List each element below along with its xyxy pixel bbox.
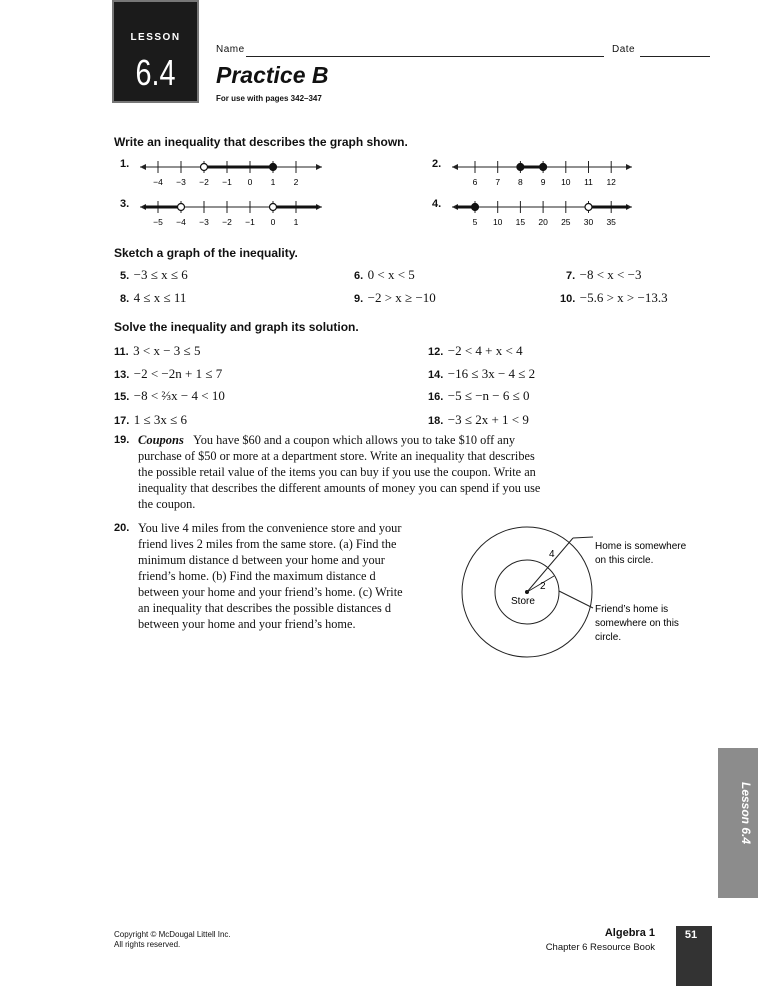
tick-label-1-3: −1 bbox=[222, 177, 232, 187]
tick-label-1-4: 0 bbox=[247, 177, 253, 187]
tick-label-2-5: 11 bbox=[584, 177, 593, 187]
tick-label-1-1: −3 bbox=[176, 177, 186, 187]
axis-arrow-left-1 bbox=[140, 164, 146, 170]
problem-10: 10. −5.6 > x > −13.3 bbox=[560, 290, 668, 305]
problem-7: 7. −8 < x < −3 bbox=[566, 267, 642, 282]
friend-note-line3: circle. bbox=[595, 632, 622, 643]
home-note-line2: on this circle. bbox=[595, 555, 654, 566]
tick-label-4-5: 30 bbox=[583, 217, 594, 227]
section1-heading: Write an inequality that describes the graph shown. bbox=[114, 135, 408, 149]
problem-4-number: 4. bbox=[432, 198, 442, 210]
problem-19-text: Coupons You have $60 and a coupon which allows you to take $10 off any purchase of $50 or more at a department store. Write an inequality that describes the possible retail value of the items you can buy if you use the coupon. Write an inequality that describes the different amounts of money you can spend if you use the coupon. bbox=[138, 433, 541, 511]
tick-label-4-1: 10 bbox=[492, 217, 503, 227]
problem-15: 15. −8 < ⅔x − 4 < 10 bbox=[114, 388, 225, 403]
tick-label-2-4: 10 bbox=[561, 177, 571, 187]
problem-18: 18. −3 ≤ 2x + 1 < 9 bbox=[428, 412, 529, 427]
problem-9: 9. −2 > x ≥ −10 bbox=[354, 290, 436, 305]
outer-radius-label: 4 bbox=[549, 549, 555, 560]
open-point-3-0 bbox=[178, 204, 185, 211]
problem-12: 12. −2 < 4 + x < 4 bbox=[428, 343, 523, 358]
lesson-label: LESSON bbox=[130, 32, 181, 43]
closed-point-2-1 bbox=[540, 164, 547, 171]
problem-17: 17. 1 ≤ 3x ≤ 6 bbox=[114, 412, 188, 427]
tick-label-1-2: −2 bbox=[199, 177, 209, 187]
problem-3-number: 3. bbox=[120, 198, 130, 210]
tick-label-4-0: 5 bbox=[472, 217, 478, 227]
home-pointer bbox=[573, 537, 593, 538]
tick-label-1-0: −4 bbox=[153, 177, 163, 187]
copyright-notice: Copyright © McDougal Littell Inc. All rights reserved. bbox=[114, 930, 231, 949]
page-title: Practice B bbox=[216, 62, 329, 88]
tick-label-2-0: 6 bbox=[472, 177, 478, 187]
axis-arrow-right-2 bbox=[626, 164, 632, 170]
problem-20-text: You live 4 miles from the convenience store and your friend lives 2 miles from the same store. (a) Find the minimum distance d between your home and your friend’s home. (b) Find the maximum distance d between your home and your friend’s home. (c) Write an inequality that describes the possible distances d between your home and your friend’s home. bbox=[138, 521, 403, 631]
problem-5: 5. −3 ≤ x ≤ 6 bbox=[120, 267, 188, 282]
tick-label-2-1: 7 bbox=[495, 177, 501, 187]
page-number: 51 bbox=[684, 929, 698, 941]
problem-8: 8. 4 ≤ x ≤ 11 bbox=[120, 290, 187, 305]
resource-title: Chapter 6 Resource Book bbox=[545, 942, 655, 953]
friend-pointer bbox=[559, 591, 593, 608]
problem-6: 6. 0 < x < 5 bbox=[354, 267, 415, 282]
problem-20-number: 20. bbox=[114, 522, 130, 534]
inner-radius-label: 2 bbox=[540, 581, 546, 592]
problem-16: 16. −5 ≤ −n − 6 ≤ 0 bbox=[428, 388, 530, 403]
friend-note-line2: somewhere on this bbox=[595, 618, 679, 629]
problem-11: 11. 3 < x − 3 ≤ 5 bbox=[114, 343, 201, 358]
tick-label-4-3: 20 bbox=[538, 217, 548, 227]
tick-label-3-2: −3 bbox=[199, 217, 209, 227]
problem-13: 13. −2 < −2n + 1 ≤ 7 bbox=[114, 366, 223, 381]
store-label: Store bbox=[511, 596, 535, 607]
tick-label-3-3: −2 bbox=[222, 217, 232, 227]
number-lines bbox=[0, 0, 768, 240]
open-point-3-1 bbox=[270, 204, 277, 211]
section2-heading: Sketch a graph of the inequality. bbox=[114, 246, 298, 260]
tick-label-3-1: −4 bbox=[176, 217, 186, 227]
tick-label-1-5: 1 bbox=[270, 177, 276, 187]
circle-diagram bbox=[455, 525, 715, 660]
tick-label-2-6: 12 bbox=[606, 177, 616, 187]
name-label: Name bbox=[216, 44, 245, 55]
lesson-number: 6.4 bbox=[135, 52, 176, 93]
closed-point-2-0 bbox=[517, 164, 524, 171]
tick-label-3-6: 1 bbox=[293, 217, 299, 227]
tick-label-3-0: −5 bbox=[153, 217, 163, 227]
tick-label-4-6: 35 bbox=[606, 217, 616, 227]
tick-label-2-3: 9 bbox=[540, 177, 546, 187]
axis-arrow-left-2 bbox=[452, 164, 458, 170]
outer-radius bbox=[527, 538, 573, 592]
open-point-1-a bbox=[201, 164, 208, 171]
problem-2-number: 2. bbox=[432, 158, 442, 170]
problem-19-keyword: Coupons bbox=[138, 433, 184, 447]
section3-heading: Solve the inequality and graph its solution. bbox=[114, 320, 359, 334]
problem-19-number: 19. bbox=[114, 434, 130, 446]
problem-1-number: 1. bbox=[120, 158, 130, 170]
friend-note-line1: Friend’s home is bbox=[595, 604, 669, 615]
tick-label-1-6: 2 bbox=[293, 177, 299, 187]
problem-14: 14. −16 ≤ 3x − 4 ≤ 2 bbox=[428, 366, 536, 381]
date-label: Date bbox=[612, 44, 636, 55]
home-note-line1: Home is somewhere bbox=[595, 541, 687, 552]
book-title: Algebra 1 bbox=[604, 927, 655, 939]
tick-label-2-2: 8 bbox=[518, 177, 523, 187]
side-tab-label: Lesson 6.4 bbox=[739, 782, 753, 845]
tick-label-4-4: 25 bbox=[561, 217, 571, 227]
tick-label-4-2: 15 bbox=[515, 217, 526, 227]
axis-arrow-right-1 bbox=[316, 164, 322, 170]
tick-label-3-4: −1 bbox=[245, 217, 255, 227]
tick-label-3-5: 0 bbox=[270, 217, 276, 227]
open-point-4-a bbox=[585, 204, 592, 211]
closed-point-1-b bbox=[270, 164, 277, 171]
closed-point-4-b bbox=[472, 204, 479, 211]
page-subtitle: For use with pages 342–347 bbox=[216, 94, 322, 103]
